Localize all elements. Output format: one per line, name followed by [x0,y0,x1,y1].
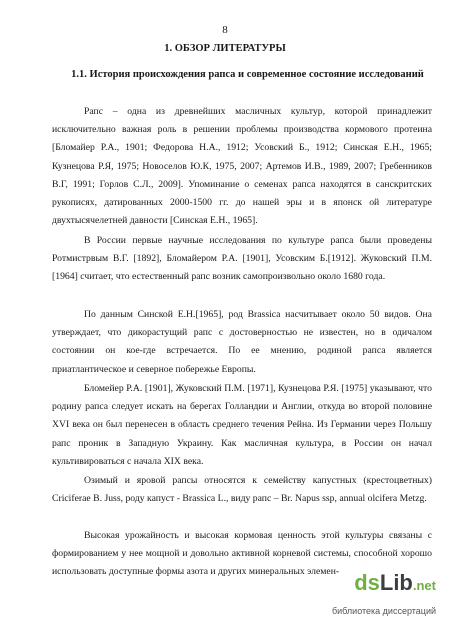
watermark-subtitle: библиотека диссертаций [331,606,436,616]
paragraph-6: Высокая урожайность и высокая кормовая ценность этой культуры связаны с формированием у нее мощной и довольно активной корневой системы, способной хорошо использовать доступные формы азота и других минеральных элемен- [52,530,432,578]
dslib-watermark [330,570,436,616]
paragraph-5: Озимый и яровой рапсы относятся к семейству капустных (крестоцветных) Criciferae B. Juss, роду капуст - Brassica L., виду рапс – Br. Napus ssp, annual olcifera Metzg. [52,475,432,505]
body-text [52,232,432,287]
body-text [52,472,432,508]
paragraph-3: По данным Синской Е.Н.[1965], род Brassica насчитывает около 50 видов. Она утверждает, что дикорастущий рапс с достоверностью не известен, но в одичалом состоянии он кое-где встречается. По ее мнению, родиной рапса является приатлантическое и северное побережье Европы. [52,309,432,375]
body-text [52,306,432,379]
section-title: 1.1. История происхождения рапса и современное состояние исследований [71,69,424,80]
body-text [52,103,432,230]
paragraph-2: В России первые научные исследования по культуре рапса были проведены Ротмистрвым В.Г. [1892], Бломайером Р.А. [1901], Усовским Б.[1912]. Жуковский П.М. [1964] считает, что естественный рапс возник самопроизвольно около 1680 года. [52,235,432,283]
paragraph-1: Рапс – одна из древнейших масличных культур, которой принадлежит исключительно важная роль в решении проблемы производства кормового протеина [Бломайер Р.А., 1901; Федорова Н.А., 1912; Усовский Б., 1912; Синская Е.Н., 1965; Кузнецова Р.Я, 1975; Новоселов Ю.К, 1975, 2007; Артемов И.В., 1989, 2007; Гребенников В.Г, 1991; Горлов С.Л., 2009]. Упоминание о семенах рапса находятся в санскритских рукописях, датированных 2000-1500 гг. до нашей эры и в японск ой литературе двухтысячелетней давности [Синская Е.Н., 1965]. [52,106,432,227]
page-number: 8 [222,24,228,36]
dslib-logo: ds Lib .net [354,570,436,595]
body-text [52,380,432,471]
chapter-title: 1. ОБЗОР ЛИТЕРАТУРЫ [164,43,286,54]
paragraph-4: Бломейер Р.А. [1901], Жуковский П.М. [1971], Кузнецова Р.Я. [1975] указывают, что родину рапса следует искать на берегах Голландии и Англии, откуда во второй половине XVI века он был перенесен в область среднего течения Рейна. Из Германии через Польшу рапс проник в Западную Украину. Как масличная культура, в России он начал культивироваться с начала XIX века. [52,383,432,467]
